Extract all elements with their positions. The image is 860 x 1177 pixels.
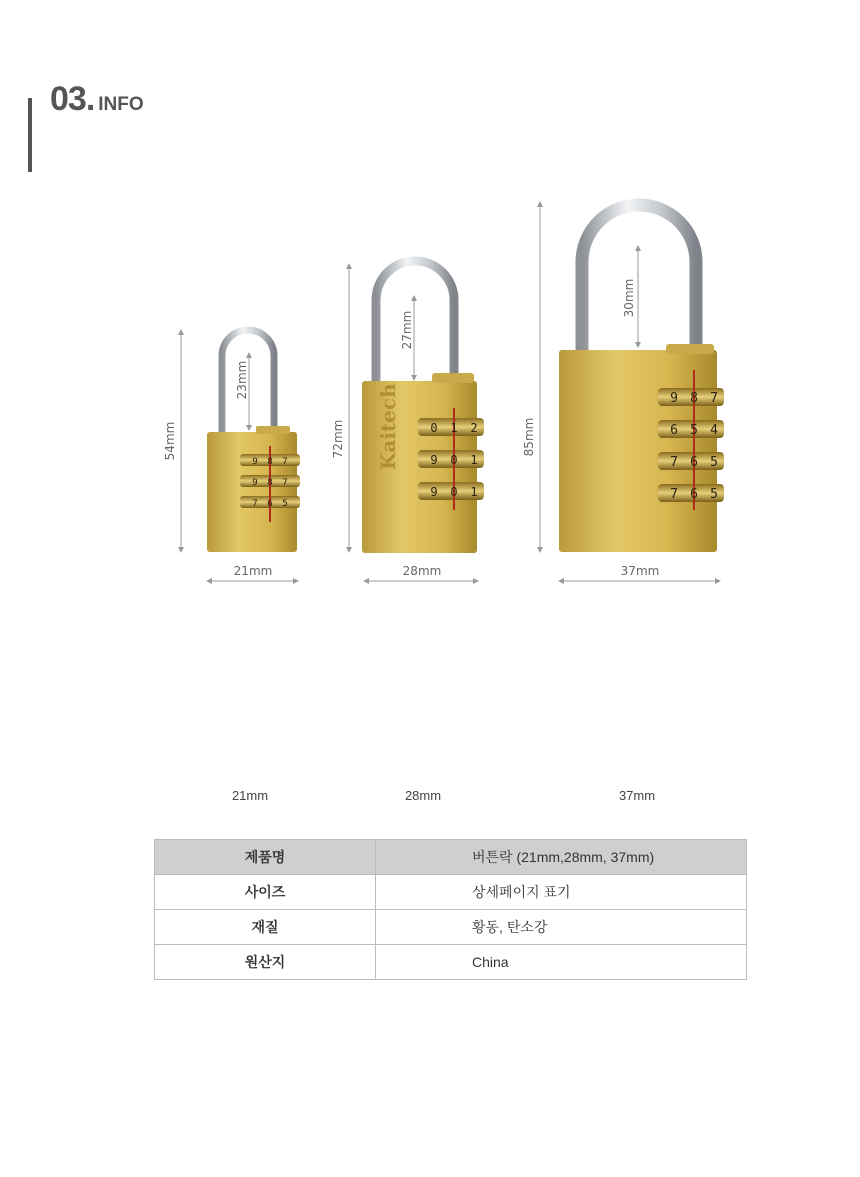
spec-value: 버튼락 (21mm,28mm, 37mm)	[376, 840, 747, 875]
shackle-large	[582, 205, 696, 350]
dial-digit: 6	[267, 499, 273, 509]
dial-digit: 4	[710, 423, 718, 438]
width-label-large: 37mm	[620, 564, 660, 578]
height-label-small: 54mm	[163, 421, 177, 461]
height-label-medium: 72mm	[331, 419, 345, 459]
spec-key: 제품명	[155, 840, 376, 875]
dial-digit: 5	[282, 499, 288, 509]
dial-digit: 6	[670, 423, 678, 438]
brand-engraving: Kaitech	[376, 383, 400, 470]
shackle-medium	[376, 261, 454, 382]
padlock-illustration	[0, 190, 860, 630]
dial-digit: 8	[690, 391, 698, 406]
shackle-label-small: 23mm	[235, 360, 249, 400]
shackle-label-medium: 27mm	[400, 310, 414, 350]
lock-body-small	[207, 432, 297, 552]
padlock-medium	[331, 261, 484, 581]
dial-digit: 7	[282, 478, 288, 488]
dial-digit: 5	[710, 487, 718, 502]
dial-digit: 7	[710, 391, 718, 406]
spec-key: 원산지	[155, 945, 376, 980]
section-number: 03.	[50, 80, 95, 118]
padlock-size-figure	[0, 190, 860, 803]
size-caption-small: 21mm	[231, 788, 269, 803]
padlock-large	[522, 204, 724, 581]
section-header	[50, 80, 144, 119]
dial-digit: 1	[470, 485, 478, 499]
table-row	[155, 875, 747, 910]
spec-value: 상세페이지 표기	[376, 875, 747, 910]
spec-value: China	[376, 945, 747, 980]
spec-value: 황동, 탄소강	[376, 910, 747, 945]
dial-digit: 9	[252, 478, 258, 488]
height-label-large: 85mm	[522, 417, 536, 457]
dial-digit: 0	[450, 485, 458, 499]
header-accent-bar	[28, 98, 32, 172]
dial-digit: 0	[450, 453, 458, 467]
table-row	[155, 945, 747, 980]
dial-digit: 5	[710, 455, 718, 470]
dial-digit: 9	[430, 453, 438, 467]
table-row	[155, 840, 747, 875]
dial-digit: 0	[430, 421, 438, 435]
dial-stack-medium	[418, 408, 484, 510]
dial-digit: 7	[670, 455, 678, 470]
spec-key: 재질	[155, 910, 376, 945]
dial-digit: 9	[252, 457, 258, 467]
dial-digit: 9	[670, 391, 678, 406]
dial-digit: 8	[267, 457, 273, 467]
spec-table	[154, 839, 747, 980]
dial-digit: 1	[470, 453, 478, 467]
width-label-small: 21mm	[233, 564, 273, 578]
table-row	[155, 910, 747, 945]
size-caption-medium: 28mm	[404, 788, 442, 803]
dial-digit: 7	[670, 487, 678, 502]
dial-digit: 8	[267, 478, 273, 488]
dial-digit: 6	[690, 455, 698, 470]
size-caption-large: 37mm	[618, 788, 656, 803]
section-label: INFO	[98, 94, 144, 115]
dial-digit: 7	[282, 457, 288, 467]
dial-digit: 1	[450, 421, 458, 435]
dial-digit: 7	[252, 499, 258, 509]
dial-digit: 6	[690, 487, 698, 502]
dial-digit: 2	[470, 421, 478, 435]
padlock-small	[163, 330, 300, 581]
dial-digit: 9	[430, 485, 438, 499]
spec-key: 사이즈	[155, 875, 376, 910]
width-label-medium: 28mm	[402, 564, 442, 578]
dial-digit: 5	[690, 423, 698, 438]
shackle-label-large: 30mm	[622, 278, 636, 318]
